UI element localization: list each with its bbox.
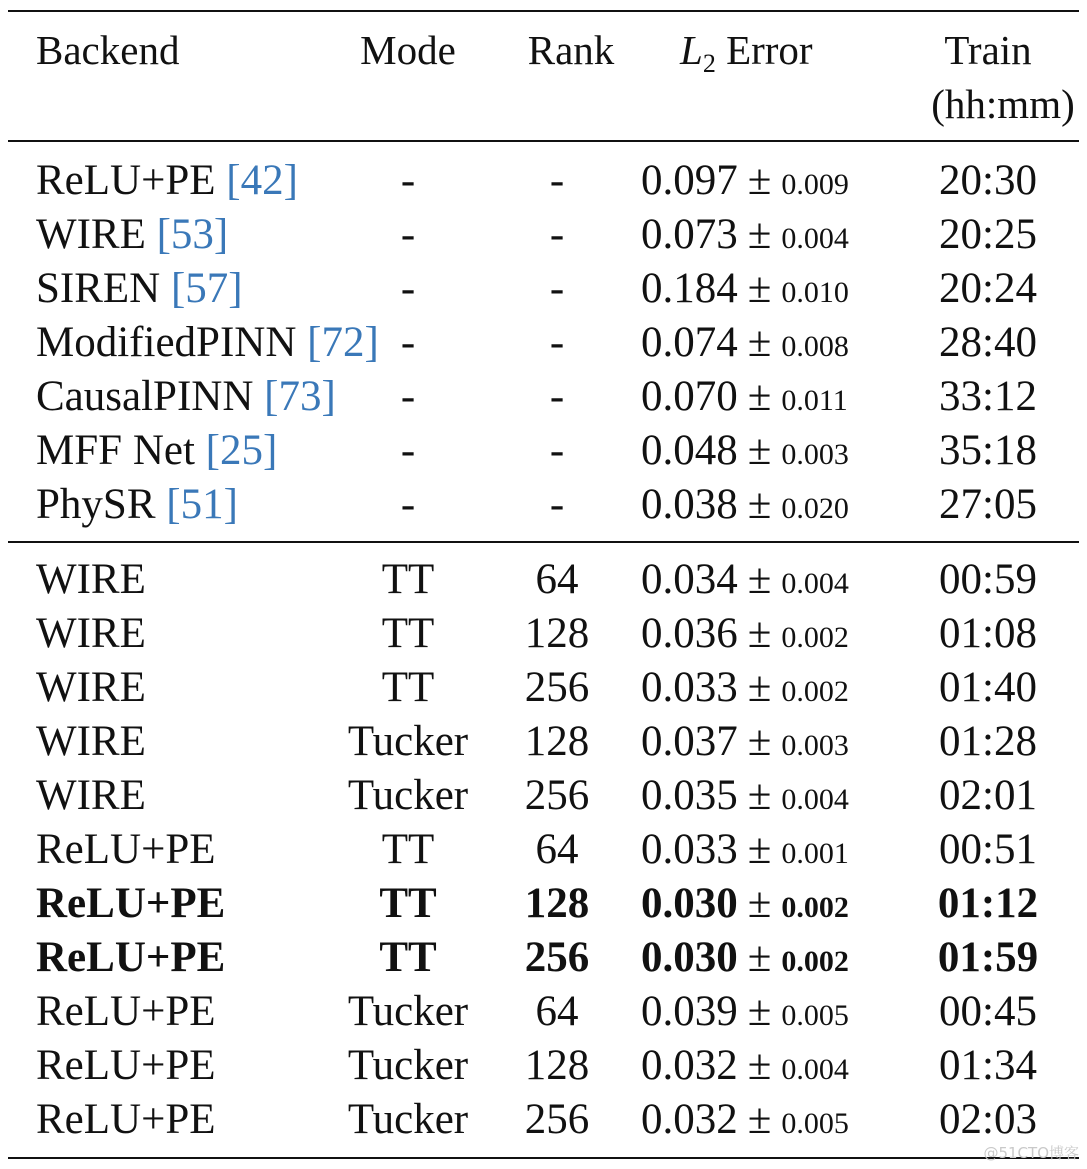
citation-link[interactable]: [53] — [156, 211, 229, 258]
ours-row — [0, 552, 1087, 606]
mode-cell: - — [400, 481, 416, 528]
plus-minus-symbol: ± — [747, 826, 772, 873]
error-std: 0.003 — [781, 729, 849, 762]
backend-cell — [36, 774, 146, 817]
train-time-cell: 20:25 — [939, 211, 1037, 258]
mode-cell: - — [400, 427, 416, 474]
rank-cell: - — [549, 157, 565, 204]
error-mean: 0.070 — [641, 373, 738, 420]
train-time-cell: 33:12 — [939, 373, 1037, 420]
error-std: 0.002 — [781, 945, 849, 978]
train-time-cell: 01:28 — [939, 718, 1037, 765]
error-std: 0.002 — [781, 891, 849, 924]
plus-minus-symbol: ± — [747, 880, 772, 927]
header-backend: Backend — [36, 27, 180, 73]
backend-name: ReLU+PE — [36, 1042, 216, 1089]
error-std: 0.005 — [781, 1107, 849, 1140]
ours-row — [0, 1092, 1087, 1146]
plus-minus-symbol: ± — [747, 772, 772, 819]
error-mean: 0.035 — [641, 772, 738, 819]
header-train-line2: (hh:mm) — [931, 81, 1075, 127]
backend-name: WIRE — [36, 664, 146, 711]
backend-cell — [36, 666, 146, 709]
citation-link[interactable]: [25] — [205, 427, 278, 474]
error-mean: 0.074 — [641, 319, 738, 366]
error-std: 0.004 — [781, 783, 849, 816]
mode-cell: TT — [381, 664, 435, 711]
error-cell — [641, 990, 849, 1033]
train-time-cell: 00:51 — [939, 826, 1037, 873]
mode-cell: Tucker — [347, 1096, 469, 1143]
backend-cell — [36, 828, 216, 871]
plus-minus-symbol: ± — [747, 427, 772, 474]
plus-minus-symbol: ± — [747, 610, 772, 657]
backend-cell — [36, 159, 298, 202]
error-cell — [641, 666, 849, 709]
mode-cell: - — [400, 373, 416, 420]
backend-cell — [36, 882, 225, 925]
backend-name: SIREN — [36, 265, 161, 312]
error-mean: 0.032 — [641, 1096, 738, 1143]
backend-name: ReLU+PE — [36, 988, 216, 1035]
rank-cell: 256 — [524, 934, 590, 981]
watermark: @51CTO博客 — [983, 1144, 1079, 1162]
backend-name: ModifiedPINN — [36, 319, 297, 366]
plus-minus-symbol: ± — [747, 319, 772, 366]
plus-minus-symbol: ± — [747, 988, 772, 1035]
rank-cell: - — [549, 481, 565, 528]
error-std: 0.002 — [781, 621, 849, 654]
backend-name: MFF Net — [36, 427, 195, 474]
backend-name: ReLU+PE — [36, 157, 216, 204]
header-error-word: Error — [726, 27, 813, 73]
mode-cell: - — [400, 211, 416, 258]
train-time-cell: 01:12 — [937, 880, 1039, 927]
plus-minus-symbol: ± — [747, 1096, 772, 1143]
error-mean: 0.032 — [641, 1042, 738, 1089]
error-mean: 0.033 — [641, 664, 738, 711]
plus-minus-symbol: ± — [747, 211, 772, 258]
backend-cell — [36, 267, 243, 310]
mode-cell: TT — [381, 826, 435, 873]
error-mean: 0.184 — [641, 265, 738, 312]
error-cell — [641, 1098, 849, 1141]
mode-cell: - — [400, 265, 416, 312]
rank-cell: 64 — [535, 556, 579, 603]
header-rank: Rank — [527, 27, 615, 73]
train-time-cell: 20:24 — [939, 265, 1037, 312]
error-std: 0.003 — [781, 438, 849, 471]
mode-cell: - — [400, 319, 416, 366]
ours-row — [0, 768, 1087, 822]
baseline-row — [0, 477, 1087, 531]
backend-name: ReLU+PE — [36, 934, 226, 981]
backend-cell — [36, 612, 146, 655]
mode-cell: Tucker — [347, 772, 469, 819]
ours-row — [0, 984, 1087, 1038]
header-rule — [8, 140, 1079, 142]
error-cell — [641, 720, 849, 763]
backend-name: WIRE — [36, 718, 146, 765]
plus-minus-symbol: ± — [747, 934, 772, 981]
error-cell — [641, 558, 849, 601]
backend-cell — [36, 483, 238, 526]
rank-cell: 128 — [524, 1042, 590, 1089]
baseline-row — [0, 315, 1087, 369]
plus-minus-symbol: ± — [747, 556, 772, 603]
backend-name: ReLU+PE — [36, 1096, 216, 1143]
baseline-row — [0, 207, 1087, 261]
rank-cell: 128 — [524, 718, 590, 765]
backend-name: ReLU+PE — [36, 826, 216, 873]
rank-cell: 256 — [524, 664, 590, 711]
citation-link[interactable]: [72] — [307, 319, 379, 366]
train-time-cell: 35:18 — [939, 427, 1037, 474]
error-mean: 0.037 — [641, 718, 738, 765]
ours-row — [0, 606, 1087, 660]
error-cell — [641, 429, 849, 472]
plus-minus-symbol: ± — [747, 664, 772, 711]
baseline-row — [0, 153, 1087, 207]
error-mean: 0.033 — [641, 826, 738, 873]
rank-cell: - — [549, 373, 565, 420]
error-cell — [641, 267, 849, 310]
header-mode: Mode — [360, 27, 456, 73]
error-std: 0.010 — [781, 276, 849, 309]
error-mean: 0.030 — [641, 934, 738, 981]
rank-cell: 128 — [524, 610, 590, 657]
backend-cell — [36, 1044, 216, 1087]
ours-row — [0, 876, 1087, 930]
train-time-cell: 00:59 — [939, 556, 1037, 603]
ours-row — [0, 714, 1087, 768]
backend-cell — [36, 1098, 216, 1141]
train-time-cell: 00:45 — [939, 988, 1037, 1035]
error-mean: 0.036 — [641, 610, 738, 657]
error-cell — [641, 612, 849, 655]
header-train-line1: Train — [944, 27, 1032, 73]
backend-cell — [36, 375, 336, 418]
table-top-rule — [8, 10, 1079, 12]
rank-cell: - — [549, 265, 565, 312]
plus-minus-symbol: ± — [747, 265, 772, 312]
error-std: 0.008 — [781, 330, 849, 363]
section-rule — [8, 541, 1079, 543]
train-time-cell: 02:03 — [939, 1096, 1037, 1143]
citation-link[interactable]: [51] — [166, 481, 238, 528]
train-time-cell: 27:05 — [939, 481, 1037, 528]
error-cell — [641, 375, 848, 418]
rank-cell: 64 — [535, 988, 579, 1035]
error-std: 0.001 — [781, 837, 849, 870]
backend-cell — [36, 990, 216, 1033]
mode-cell: - — [400, 157, 416, 204]
error-std: 0.005 — [781, 999, 849, 1032]
error-mean: 0.034 — [641, 556, 738, 603]
error-cell — [641, 936, 849, 979]
error-cell — [641, 213, 849, 256]
backend-cell — [36, 720, 146, 763]
header-error — [680, 27, 813, 78]
rank-cell: - — [549, 211, 565, 258]
backend-cell — [36, 429, 277, 472]
error-cell — [641, 774, 849, 817]
mode-cell: TT — [379, 934, 437, 981]
backend-name: ReLU+PE — [36, 880, 226, 927]
baseline-row — [0, 261, 1087, 315]
rank-cell: - — [549, 427, 565, 474]
error-mean: 0.039 — [641, 988, 738, 1035]
baseline-row — [0, 423, 1087, 477]
error-mean: 0.073 — [641, 211, 738, 258]
backend-name: WIRE — [36, 610, 146, 657]
backend-cell — [36, 558, 146, 601]
header-error-sub: 2 — [702, 49, 716, 78]
plus-minus-symbol: ± — [747, 373, 772, 420]
train-time-cell: 28:40 — [939, 319, 1037, 366]
plus-minus-symbol: ± — [747, 157, 772, 204]
ours-row — [0, 930, 1087, 984]
mode-cell: TT — [379, 880, 437, 927]
backend-name: WIRE — [36, 556, 146, 603]
backend-name: WIRE — [36, 772, 146, 819]
error-cell — [641, 882, 849, 925]
train-time-cell: 20:30 — [939, 157, 1037, 204]
error-std: 0.004 — [781, 1053, 849, 1086]
train-time-cell: 01:34 — [939, 1042, 1037, 1089]
rank-cell: 64 — [535, 826, 579, 873]
citation-link[interactable]: [73] — [264, 373, 336, 420]
error-std: 0.004 — [781, 567, 849, 600]
mode-cell: TT — [381, 556, 435, 603]
ours-row — [0, 660, 1087, 714]
rank-cell: 128 — [524, 880, 590, 927]
backend-cell — [36, 213, 228, 256]
ours-row — [0, 1038, 1087, 1092]
error-cell — [641, 1044, 849, 1087]
train-time-cell: 01:59 — [937, 934, 1039, 981]
train-time-cell: 01:40 — [939, 664, 1037, 711]
backend-name: WIRE — [36, 211, 146, 258]
citation-link[interactable]: [57] — [170, 265, 243, 312]
rank-cell: 256 — [524, 772, 590, 819]
train-time-cell: 02:01 — [939, 772, 1037, 819]
backend-cell — [36, 321, 379, 364]
train-time-cell: 01:08 — [939, 610, 1037, 657]
rank-cell: - — [549, 319, 565, 366]
error-cell — [641, 828, 849, 871]
mode-cell: Tucker — [347, 1042, 469, 1089]
backend-name: PhySR — [36, 481, 156, 528]
backend-cell — [36, 936, 225, 979]
error-mean: 0.030 — [641, 880, 738, 927]
error-std: 0.004 — [781, 222, 849, 255]
plus-minus-symbol: ± — [747, 481, 772, 528]
error-mean: 0.097 — [641, 157, 738, 204]
error-cell — [641, 159, 849, 202]
mode-cell: TT — [381, 610, 435, 657]
error-cell — [641, 321, 849, 364]
ours-row — [0, 822, 1087, 876]
table-bottom-rule — [8, 1157, 1079, 1159]
rank-cell: 256 — [524, 1096, 590, 1143]
plus-minus-symbol: ± — [747, 718, 772, 765]
error-std: 0.020 — [781, 492, 849, 525]
baseline-row — [0, 369, 1087, 423]
error-cell — [641, 483, 849, 526]
error-std: 0.002 — [781, 675, 849, 708]
backend-name: CausalPINN — [36, 373, 254, 420]
error-mean: 0.038 — [641, 481, 738, 528]
error-std: 0.009 — [781, 168, 849, 201]
plus-minus-symbol: ± — [747, 1042, 772, 1089]
error-std: 0.011 — [781, 384, 848, 417]
error-mean: 0.048 — [641, 427, 738, 474]
citation-link[interactable]: [42] — [226, 157, 298, 204]
header-error-var: L — [680, 27, 703, 73]
mode-cell: Tucker — [347, 718, 469, 765]
mode-cell: Tucker — [347, 988, 469, 1035]
